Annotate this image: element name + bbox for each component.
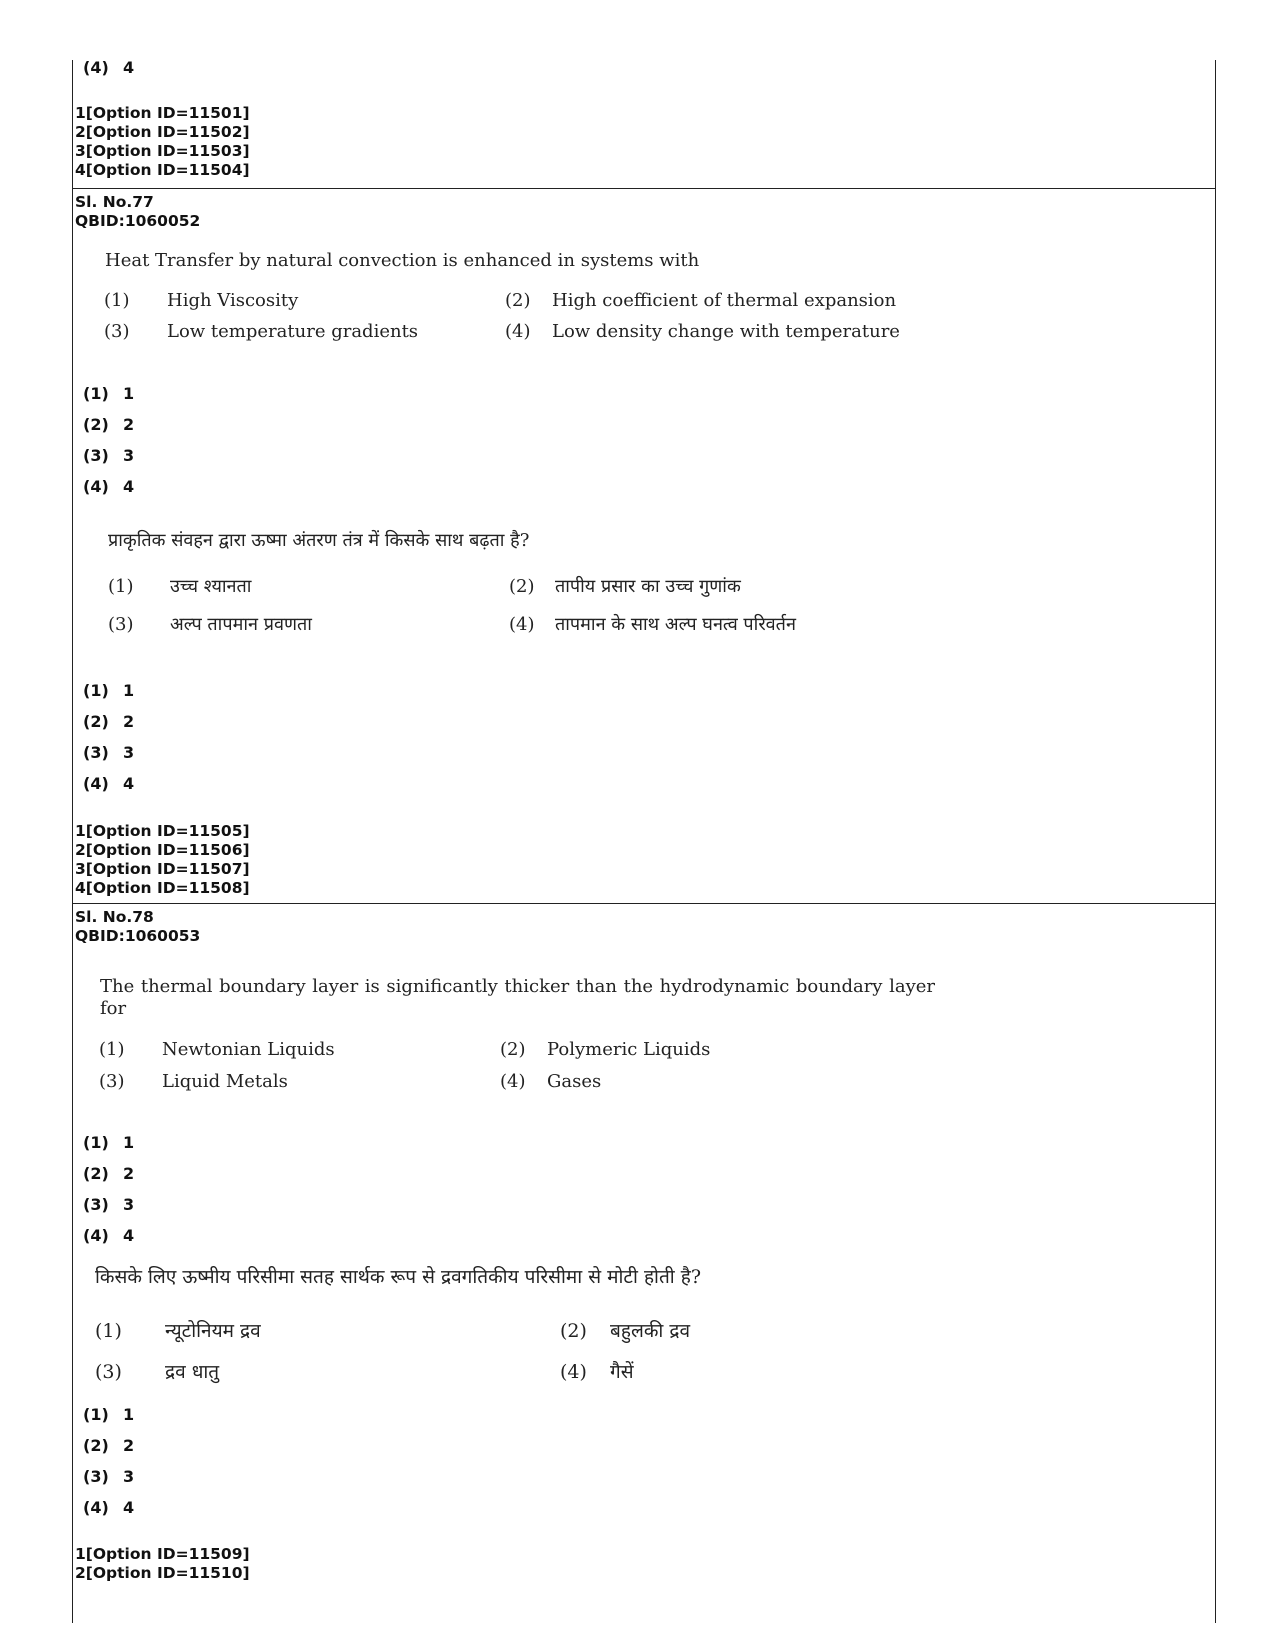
choice-text: High Viscosity <box>167 290 299 311</box>
option-id: 1[Option ID=11505] <box>75 822 250 840</box>
option-id: 2[Option ID=11510] <box>75 1564 250 1582</box>
choice-text: तापीय प्रसार का उच्च गुणांक <box>555 576 741 597</box>
choice-number: (1) <box>104 290 130 311</box>
question-bank-id: QBID:1060053 <box>75 927 201 945</box>
answer-option[interactable]: (4) 4 <box>83 774 135 793</box>
choice-number: (4) <box>505 321 531 342</box>
choice-number: (4) <box>509 614 535 635</box>
answer-option[interactable]: (3) 3 <box>83 743 135 762</box>
choice-number: (3) <box>99 1071 125 1092</box>
question-text-english: The thermal boundary layer is significantly thicker than the hydrodynamic boundary layer for <box>100 976 935 1019</box>
option-id: 2[Option ID=11506] <box>75 841 250 859</box>
answer-option[interactable]: (1) 1 <box>83 1133 135 1152</box>
option-id: 3[Option ID=11507] <box>75 860 250 878</box>
choice-text: Low temperature gradients <box>167 321 419 342</box>
answer-option[interactable]: (4) 4 <box>83 1226 135 1245</box>
choice-number: (1) <box>95 1320 122 1342</box>
choice-text: Low density change with temperature <box>552 321 900 342</box>
answer-option[interactable]: (3) 3 <box>83 446 135 465</box>
choice-number: (3) <box>104 321 130 342</box>
question-text-hindi: किसके लिए ऊष्मीय परिसीमा सतह सार्थक रूप से द्रवगतिकीय परिसीमा से मोटी होती है? <box>95 1266 702 1288</box>
option-id: 3[Option ID=11503] <box>75 142 250 160</box>
option-id: 2[Option ID=11502] <box>75 123 250 141</box>
choice-number: (3) <box>108 614 134 635</box>
option-id: 4[Option ID=11504] <box>75 161 250 179</box>
answer-option[interactable]: (2) 2 <box>83 1436 135 1455</box>
question-text-hindi: प्राकृतिक संवहन द्वारा ऊष्मा अंतरण तंत्र में किसके साथ बढ़ता है? <box>108 530 530 551</box>
choice-text: High coefficient of thermal expansion <box>552 290 897 311</box>
separator <box>72 188 1215 189</box>
choice-number: (4) <box>500 1071 526 1092</box>
choice-text: तापमान के साथ अल्प घनत्व परिवर्तन <box>555 614 796 635</box>
serial-number: Sl. No.78 <box>75 908 154 926</box>
option-id: 1[Option ID=11509] <box>75 1545 250 1563</box>
choice-text: न्यूटोनियम द्रव <box>165 1320 261 1342</box>
answer-option[interactable]: (2) 2 <box>83 712 135 731</box>
choice-number: (3) <box>95 1361 122 1383</box>
answer-option[interactable]: (1) 1 <box>83 1405 135 1424</box>
choice-number: (2) <box>509 576 535 597</box>
answer-option[interactable]: (3) 3 <box>83 1195 135 1214</box>
choice-number: (1) <box>108 576 134 597</box>
choice-text: अल्प तापमान प्रवणता <box>170 614 312 635</box>
choice-text: उच्च श्यानता <box>170 576 252 597</box>
choice-text: Newtonian Liquids <box>162 1039 335 1060</box>
answer-option[interactable]: (2) 2 <box>83 415 135 434</box>
answer-option[interactable]: (2) 2 <box>83 1164 135 1183</box>
answer-option[interactable]: (4) 4 <box>83 58 135 77</box>
question-text-english: Heat Transfer by natural convection is enhanced in systems with <box>105 250 700 271</box>
choice-text: गैसें <box>610 1361 634 1383</box>
answer-option[interactable]: (1) 1 <box>83 681 135 700</box>
question-bank-id: QBID:1060052 <box>75 212 201 230</box>
option-id: 4[Option ID=11508] <box>75 879 250 897</box>
choice-number: (4) <box>560 1361 587 1383</box>
serial-number: Sl. No.77 <box>75 193 154 211</box>
answer-option[interactable]: (4) 4 <box>83 477 135 496</box>
choice-text: बहुलकी द्रव <box>610 1320 691 1342</box>
choice-text: Polymeric Liquids <box>547 1039 711 1060</box>
choice-number: (2) <box>500 1039 526 1060</box>
choice-number: (2) <box>560 1320 587 1342</box>
choice-text: Gases <box>547 1071 602 1092</box>
answer-option[interactable]: (4) 4 <box>83 1498 135 1517</box>
option-id: 1[Option ID=11501] <box>75 104 250 122</box>
choice-text: Liquid Metals <box>162 1071 288 1092</box>
answer-option[interactable]: (3) 3 <box>83 1467 135 1486</box>
answer-option[interactable]: (1) 1 <box>83 384 135 403</box>
choice-number: (2) <box>505 290 531 311</box>
separator <box>72 903 1215 904</box>
choice-number: (1) <box>99 1039 125 1060</box>
choice-text: द्रव धातु <box>165 1361 220 1383</box>
